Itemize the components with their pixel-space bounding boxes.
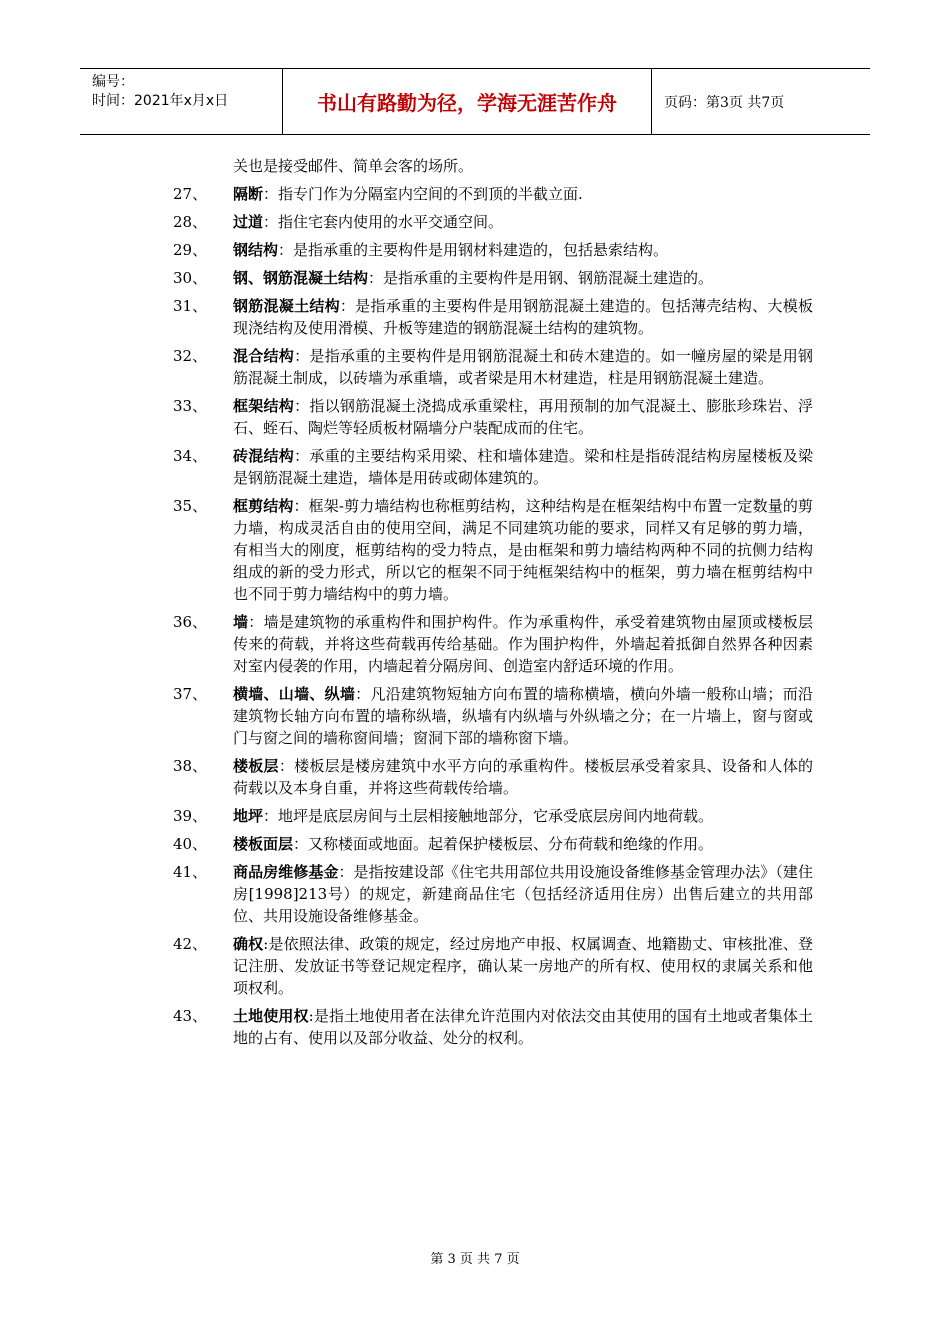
item-body — [233, 1005, 813, 1049]
item-body — [233, 805, 813, 827]
definition-item — [173, 755, 813, 799]
item-text: 框架-剪力墙结构也称框剪结构，这种结构是在框架结构中布置一定数量的剪力墙，构成灵活自由的使用空间，满足不同建筑功能的要求，同样又有足够的剪力墙，有相当大的刚度，框剪结构的受力特点，是由框架和剪力墙结构两种不同的抗侧力结构组成的新的受力形式，所以它的框架不同于纯框架结构中的框架，剪力墙在框剪结构中也不同于剪力墙结构中的剪力墙。 — [233, 497, 813, 603]
continuation-text: 关也是接受邮件、简单会客的场所。 — [233, 157, 474, 175]
code-label: 编号： — [92, 74, 134, 90]
item-term: 土地使用权 — [233, 1007, 309, 1025]
definition-item — [173, 295, 813, 339]
definition-item — [173, 211, 813, 233]
item-number: 32、 — [173, 347, 208, 365]
item-text: 是指承重的主要构件是用钢筋混凝土建造的。包括薄壳结构、大模板现浇结构及使用滑模、升板等建造的钢筋混凝土结构的建筑物。 — [233, 297, 813, 337]
item-number: 34、 — [173, 447, 208, 465]
item-number: 37、 — [173, 685, 208, 703]
item-term: 混合结构 — [233, 347, 295, 365]
definition-item — [173, 183, 813, 205]
item-number: 31、 — [173, 297, 208, 315]
item-number: 35、 — [173, 497, 208, 515]
definition-list — [173, 183, 813, 1049]
item-text: 地坪是底层房间与土层相接触地部分，它承受底层房间内地荷载。 — [278, 807, 714, 825]
item-number: 39、 — [173, 807, 208, 825]
item-number: 42、 — [173, 935, 208, 953]
item-text: 是指土地使用者在法律允许范围内对依法交由其使用的国有土地或者集体土地的占有、使用以及部分收益、处分的权利。 — [233, 1007, 813, 1047]
definition-item — [173, 395, 813, 439]
item-text: 是指承重的主要构件是用钢材料建造的，包括悬索结构。 — [293, 241, 669, 259]
definition-item — [173, 345, 813, 389]
definition-item — [173, 933, 813, 999]
item-separator: ： — [294, 447, 310, 465]
item-term: 楼板层 — [233, 757, 279, 775]
item-body — [233, 395, 813, 439]
item-number: 27、 — [173, 185, 208, 203]
time-label: 时间：2021年x月x日 — [92, 93, 229, 109]
item-body — [233, 861, 813, 927]
item-body — [233, 267, 813, 289]
item-term: 砖混结构 — [233, 447, 295, 465]
item-text: 墙是建筑物的承重构件和围护构件。作为承重构件，承受着建筑物由屋顶或楼板层传来的荷载，并将这些荷载再传给基础。作为围护构件，外墙起着抵御自然界各种因素对室内侵袭的作用，内墙起着分隔房间、创造室内舒适环境的作用。 — [233, 613, 813, 675]
item-text: 是指承重的主要构件是用钢筋混凝土和砖木建造的。如一幢房屋的梁是用钢筋混凝土制成，以砖墙为承重墙，或者梁是用木材建造，柱是用钢筋混凝土建造。 — [233, 347, 813, 387]
definition-item — [173, 267, 813, 289]
item-term: 地坪 — [233, 807, 264, 825]
item-body — [233, 239, 813, 261]
item-text: 是依照法律、政策的规定，经过房地产申报、权属调查、地籍勘丈、审核批准、登记注册、发放证书等登记规定程序，确认某一房地产的所有权、使用权的隶属关系和他项权利。 — [233, 935, 813, 997]
item-term: 过道 — [233, 213, 264, 231]
item-separator: ： — [368, 269, 384, 287]
item-term: 墙 — [233, 613, 249, 631]
definition-item — [173, 611, 813, 677]
item-body — [233, 183, 813, 205]
page-header — [80, 68, 870, 135]
item-separator: ： — [355, 685, 371, 703]
item-number: 30、 — [173, 269, 208, 287]
item-term: 钢、钢筋混凝土结构 — [233, 269, 369, 287]
item-body — [233, 833, 813, 855]
item-separator: ： — [293, 497, 309, 515]
item-text: 又称楼面或地面。起着保护楼板层、分布荷载和绝缘的作用。 — [308, 835, 714, 853]
item-separator: ： — [263, 213, 279, 231]
item-number: 40、 — [173, 835, 208, 853]
item-separator: ： — [339, 297, 356, 315]
item-number: 43、 — [173, 1007, 208, 1025]
header-motto: 书山有路勤为径，学海无涯苦作舟 — [282, 69, 652, 134]
item-body — [233, 611, 813, 677]
definition-item — [173, 861, 813, 927]
item-separator: ： — [263, 185, 279, 203]
item-term: 确权 — [233, 935, 264, 953]
item-separator: ： — [278, 757, 295, 775]
item-separator: ： — [248, 613, 264, 631]
definition-item — [173, 1005, 813, 1049]
item-number: 38、 — [173, 757, 208, 775]
item-term: 钢筋混凝土结构 — [233, 297, 340, 315]
item-separator: ： — [338, 863, 354, 881]
item-body — [233, 345, 813, 389]
item-body — [233, 295, 813, 339]
item-body — [233, 211, 813, 233]
item-body — [233, 445, 813, 489]
item-body — [233, 755, 813, 799]
item-text: 指以钢筋混凝土浇捣成承重梁柱，再用预制的加气混凝土、膨胀珍珠岩、浮石、蛭石、陶烂等轻质板材隔墙分户装配成而的住宅。 — [233, 397, 813, 437]
item-separator: ： — [293, 835, 309, 853]
item-term: 楼板面层 — [233, 835, 294, 853]
item-separator: : — [263, 935, 269, 953]
definition-item — [173, 445, 813, 489]
item-term: 框剪结构 — [233, 497, 294, 515]
item-number: 36、 — [173, 613, 208, 631]
item-term: 隔断 — [233, 185, 264, 203]
item-term: 横墙、山墙、纵墙 — [233, 685, 356, 703]
item-text: 指专门作为分隔室内空间的不到顶的半截立面. — [278, 185, 583, 203]
header-page-label: 页码：第3页 共7页 — [664, 94, 785, 111]
item-text: 指住宅套内使用的水平交通空间。 — [278, 213, 504, 231]
definition-item — [173, 683, 813, 749]
item-term: 商品房维修基金 — [233, 863, 339, 881]
item-separator: ： — [263, 807, 279, 825]
item-body — [233, 495, 813, 605]
item-separator: : — [308, 1007, 314, 1025]
item-number: 41、 — [173, 863, 208, 881]
definition-item — [173, 495, 813, 605]
header-meta — [80, 69, 282, 134]
document-body — [173, 155, 813, 1055]
item-text: 是指按建设部《住宅共用部位共用设施设备维修基金管理办法》（建住房[1998]213号）的规定，新建商品住宅（包括经济适用住房）出售后建立的共用部位、共用设施设备维修基金。 — [233, 863, 813, 925]
item-text: 凡沿建筑物短轴方向布置的墙称横墙，横向外墙一般称山墙；而沿建筑物长轴方向布置的墙称纵墙，纵墙有内纵墙与外纵墙之分；在一片墙上，窗与窗或门与窗之间的墙称窗间墙；窗洞下部的墙称窗下墙。 — [233, 685, 813, 747]
item-text: 楼板层是楼房建筑中水平方向的承重构件。楼板层承受着家具、设备和人体的荷载以及本身自重，并将这些荷载传给墙。 — [233, 757, 813, 797]
page-footer: 第 3 页 共 7 页 — [430, 1252, 520, 1267]
definition-item — [173, 239, 813, 261]
item-separator: ： — [278, 241, 294, 259]
item-text: 是指承重的主要构件是用钢、钢筋混凝土建造的。 — [383, 269, 714, 287]
item-number: 28、 — [173, 213, 208, 231]
item-body — [233, 933, 813, 999]
item-text: 承重的主要结构采用梁、柱和墙体建造。梁和柱是指砖混结构房屋楼板及梁是钢筋混凝土建造，墙体是用砖或砌体建筑的。 — [233, 447, 813, 487]
item-term: 钢结构 — [233, 241, 279, 259]
item-term: 框架结构 — [233, 397, 295, 415]
item-body — [233, 683, 813, 749]
definition-item — [173, 833, 813, 855]
item-number: 33、 — [173, 397, 208, 415]
item-separator: ： — [294, 347, 310, 365]
item-number: 29、 — [173, 241, 208, 259]
item-separator: ： — [294, 397, 310, 415]
definition-item — [173, 805, 813, 827]
